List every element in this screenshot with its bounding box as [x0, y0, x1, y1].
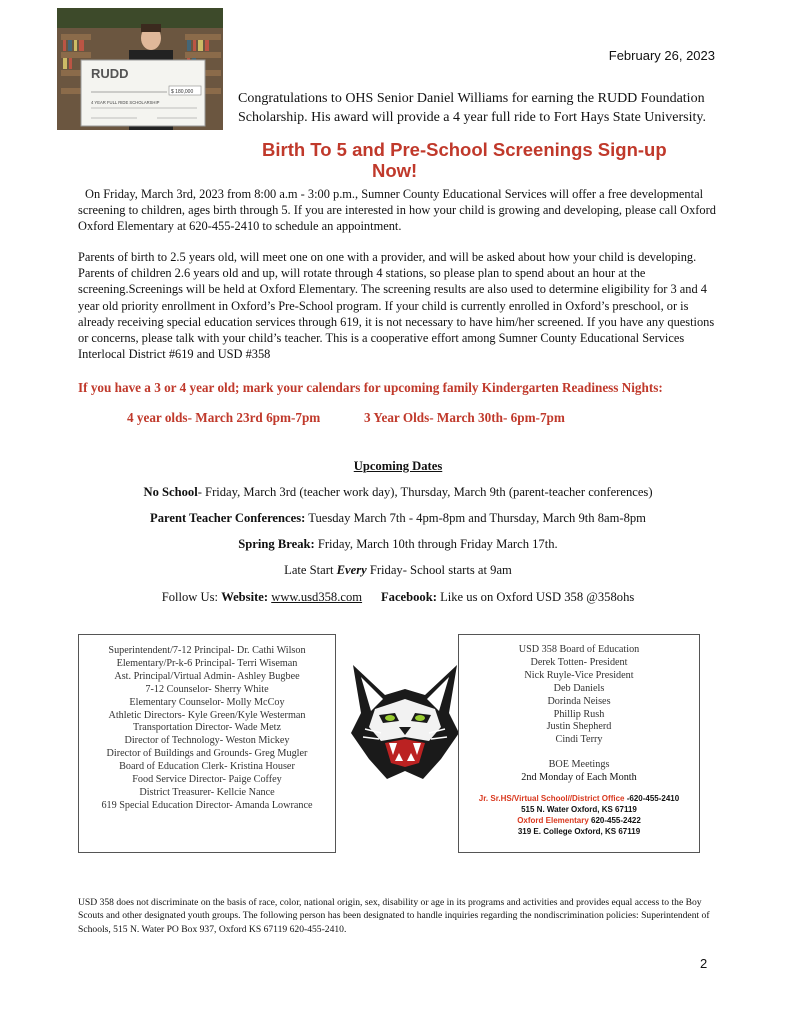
staff-item: Transportation Director- Wade Metz [132, 722, 282, 734]
board-list [459, 635, 699, 785]
scholarship-photo [57, 8, 223, 130]
check-amount: $ 180,000 [171, 89, 194, 95]
elementary-address: 319 E. College Oxford, KS 67119 [517, 827, 641, 837]
board-of-education-box [458, 634, 700, 853]
board-member: Cindi Terry [555, 734, 603, 746]
kindergarten-notice: If you have a 3 or 4 year old; mark your calendars for upcoming family Kindergarten Readiness Nights: [78, 380, 663, 395]
staff-item: Elementary Counselor- Molly McCoy [129, 696, 285, 708]
congratulations-text: Congratulations to OHS Senior Daniel Williams for earning the RUDD Foundation Scholarship. His award will provide a 4 year full ride to Fort Hays State University. [238, 91, 706, 125]
facebook-label: Facebook: [380, 590, 437, 604]
staff-item: Ast. Principal/Virtual Admin- Ashley Bugbee [114, 670, 300, 682]
late-start-line [78, 563, 718, 578]
check-line: 4 YEAR FULL RIDE SCHOLARSHIP [91, 100, 160, 105]
no-school-label: No School [143, 485, 198, 499]
staff-item: 7-12 Counselor- Sherry White [145, 683, 269, 695]
spring-break-text: Friday, March 10th through Friday March 17th. [314, 537, 558, 551]
upcoming-dates-heading: Upcoming Dates [353, 459, 443, 473]
staff-item: Board of Education Clerk- Kristina Houser [119, 761, 295, 773]
wildcat-icon [345, 663, 465, 781]
check-logo: RUDD [91, 66, 129, 81]
board-member: Phillip Rush [553, 708, 605, 720]
boe-meetings-label: BOE Meetings [548, 759, 610, 771]
facebook-text: Like us on Oxford USD 358 @358ohs [436, 590, 635, 604]
website-link[interactable]: www.usd358.com [271, 590, 363, 604]
board-member: Deb Daniels [553, 682, 605, 694]
spring-break-label: Spring Break: [238, 537, 315, 551]
staff-directory-box [78, 634, 336, 853]
staff-item: Superintendent/7-12 Principal- Dr. Cathi Wilson [108, 645, 306, 656]
elementary-label: Oxford Elementary [517, 816, 589, 826]
screening-heading [262, 139, 702, 181]
nondiscrimination-notice: USD 358 does not discriminate on the basis of race, color, national origin, sex, disability or age in its programs and activities and provides equal access to the Boy Scouts and other designated youth groups. The following person has been designated to handle inquiries regarding the nondiscrimination policies: Superintendent of Schools, 515 N. Water PO Box 937, Oxford KS 67119 620-455-2410. [78, 897, 710, 935]
ptc-text: Tuesday March 7th - 4pm-8pm and Thursday, March 9th 8am-8pm [305, 511, 646, 525]
board-member: Justin Shepherd [546, 721, 612, 733]
staff-item: Director of Buildings and Grounds- Greg Mugler [106, 748, 308, 760]
no-school-text: - Friday, March 3rd (teacher work day), Thursday, March 9th (parent-teacher conferences) [197, 485, 653, 499]
no-school-line [78, 485, 718, 500]
board-member: Nick Ruyle-Vice President [524, 669, 634, 681]
board-title: USD 358 Board of Education [518, 644, 640, 655]
late-start-every: Every [336, 563, 367, 577]
ptc-label: Parent Teacher Conferences: [150, 511, 306, 525]
office-address: 515 N. Water Oxford, KS 67119 [521, 805, 637, 815]
staff-item: District Treasurer- Kellcie Nance [139, 786, 275, 798]
contact-info [459, 793, 699, 837]
staff-item: Director of Technology- Weston Mickey [124, 735, 290, 747]
office-phone: -620-455-2410 [624, 794, 680, 804]
board-member: Derek Totten- President [530, 656, 628, 668]
wildcat-mascot-logo [345, 663, 465, 781]
late-start-post: Friday- School starts at 9am [366, 563, 512, 577]
staff-item: 619 Special Education Director- Amanda Lowrance [101, 799, 313, 811]
page-number: 2 [700, 956, 708, 971]
screening-paragraph-2: Parents of birth to 2.5 years old, will meet one on one with a provider, and will be asked about how your child is developing. Parents of children 2.6 years old and up, will rotate through 4 stations, so please plan to spend about an hour at the screening.Screenings will be held at Oxford Elementary. The screening results are also used to determine eligibility for 3 and 4 year old priority enrollment in Oxford’s Pre-School program. If your child is currently enrolled in Oxford’s preschool, or is already receiving special education services through 619, it is not necessary to have him/her screened. If you have any questions or concerns, please talk with your child’s teacher. This is a cooperative effort among Sumner County Educational Services Interlocal District #619 and USD #358 [78, 250, 715, 362]
ptc-line [78, 511, 718, 526]
scholarship-photo-art [57, 8, 223, 130]
screening-paragraph-1: On Friday, March 3rd, 2023 from 8:00 a.m - 3:00 p.m., Sumner County Educational Services will offer a free developmental screening to children, ages birth through 5. If you are interested in how your child is growing and developing, please call Oxford Oxford Elementary at 620-455-2410 to schedule an appointment. [78, 187, 716, 234]
staff-list [79, 635, 335, 813]
staff-item: Food Service Director- Paige Coffey [132, 774, 282, 786]
elementary-phone: 620-455-2422 [588, 816, 641, 826]
spring-break-line [78, 537, 718, 552]
screening-heading-line2: Now! [372, 160, 418, 181]
follow-us-label: Follow Us: [161, 590, 222, 604]
staff-item: Athletic Directors- Kyle Green/Kyle Westerman [108, 709, 306, 721]
screening-heading-line1: Birth To 5 and Pre-School Screenings Sign-up [262, 139, 667, 160]
office-label: Jr. Sr.HS/Virtual School//District Office [478, 794, 625, 804]
kindergarten-4-year: 4 year olds- March 23rd 6pm-7pm [127, 410, 321, 425]
board-members [459, 657, 699, 747]
newsletter-date: February 26, 2023 [608, 48, 715, 63]
board-member: Dorinda Neises [547, 695, 611, 707]
staff-item: Elementary/Pr-k-6 Principal- Terri Wiseman [116, 657, 298, 669]
boe-meetings-time: 2nd Monday of Each Month [521, 772, 637, 784]
website-label: Website: [221, 590, 269, 604]
late-start-pre: Late Start [284, 563, 337, 577]
follow-us-line [78, 590, 718, 605]
kindergarten-3-year: 3 Year Olds- March 30th- 6pm-7pm [364, 410, 565, 425]
